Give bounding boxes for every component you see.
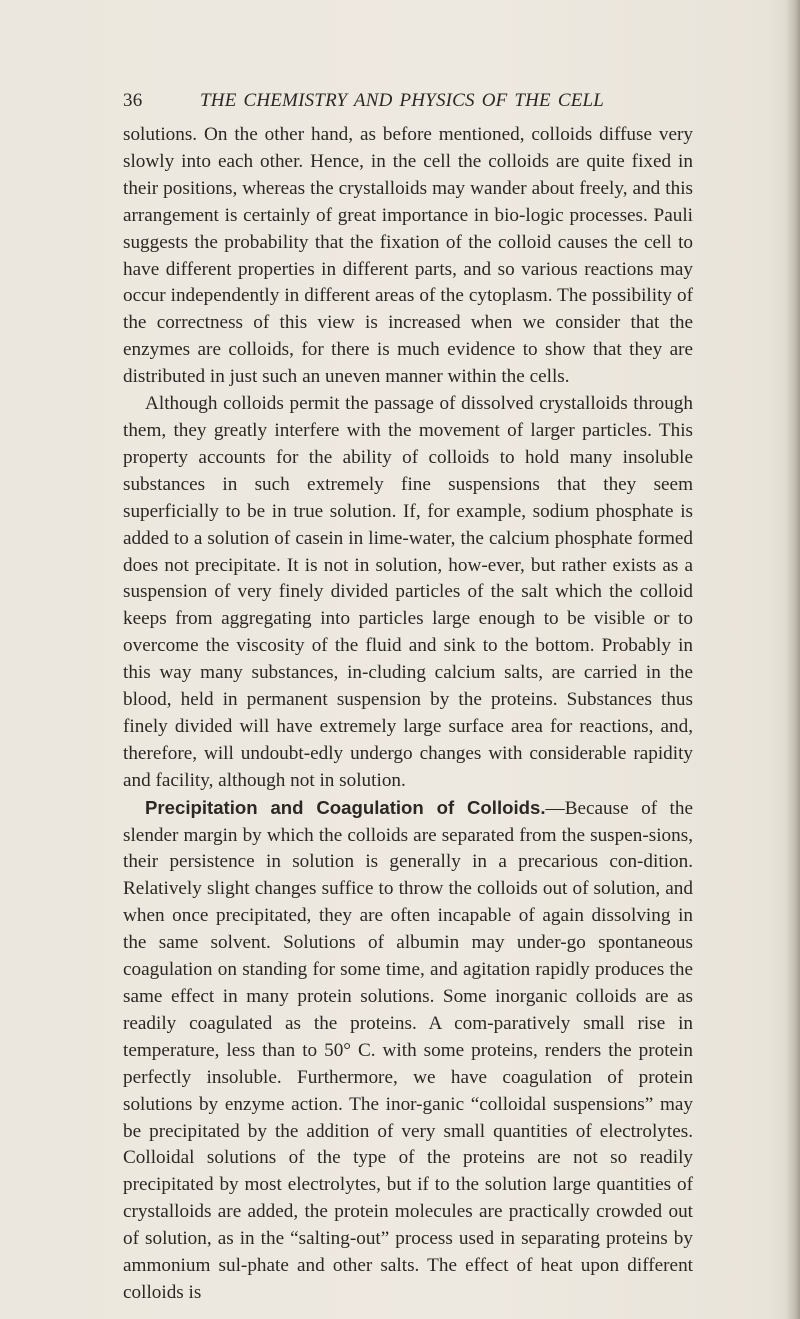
page-header [123,90,693,120]
page-edge-shadow [786,0,800,1319]
running-title: THE CHEMISTRY AND PHYSICS OF THE CELL [200,90,605,111]
paragraph-2: Although colloids permit the passage of dissolved crystalloids through them, they greatly interfere with the movement of larger particles. This property accounts for the ability of colloids to hold many insoluble substances in such extremely fine suspensions that they seem superficially to be in true solution. If, for example, sodium phosphate is added to a solution of casein in lime-water, the calcium phosphate formed does not precipitate. It is not in solution, how-ever, but rather exists as a suspension of very finely divided particles of the salt which the colloid keeps from aggregating into particles large enough to be visible or to overcome the viscosity of the fluid and sink to the bottom. Probably in this way many substances, in-cluding calcium salts, are carried in the blood, held in permanent suspension by the proteins. Substances thus finely divided will have extremely large surface area for reactions, and, therefore, will undoubt-edly undergo changes with considerable rapidity and facility, although not in solution. [123,393,693,791]
page-number: 36 [123,90,143,111]
paragraph-1: solutions. On the other hand, as before mentioned, colloids diffuse very slowly into each other. Hence, in the cell the colloids are quite fixed in their positions, whereas the crystalloids may wander about freely, and this arrangement is certainly of great importance in bio-logic processes. Pauli suggests the probability that the fixation of the colloid causes the cell to have different properties in different parts, and so various reactions may occur independently in different areas of the cytoplasm. The possibility of the correctness of this view is increased when we consider that the enzymes are colloids, for there is much evidence to show that they are distributed in just such an uneven manner within the cells. [123,124,693,388]
section-heading: Precipitation and Coagulation of Colloids. [145,796,546,818]
body-text [123,122,693,1307]
paragraph-3-text: —Because of the slender margin by which the colloids are separated from the suspen-sions, their persistence in solution is generally in a precarious con-dition. Relatively slight changes suffice to throw the colloids out of solution, and when once precipitated, they are often incapable of again dissolving in the same solvent. Solutions of albumin may under-go spontaneous coagulation on standing for some time, and agitation rapidly produces the same effect in many protein solutions. Some inorganic colloids are as readily coagulated as the proteins. A com-paratively small rise in temperature, less than to 50° C. with some proteins, renders the protein perfectly insoluble. Furthermore, we have coagulation of protein solutions by enzyme action. The inor-ganic “colloidal suspensions” may be precipitated by the addition of very small quantities of electrolytes. Colloidal solutions of the type of the proteins are not so readily precipitated by most electrolytes, but if to the solution large quantities of crystalloids are added, the protein molecules are practically crowded out of solution, as in the “salting-out” process used in separating proteins by ammonium sul-phate and other salts. The effect of heat upon different colloids is [123,797,693,1303]
paragraph-3 [123,795,693,1307]
